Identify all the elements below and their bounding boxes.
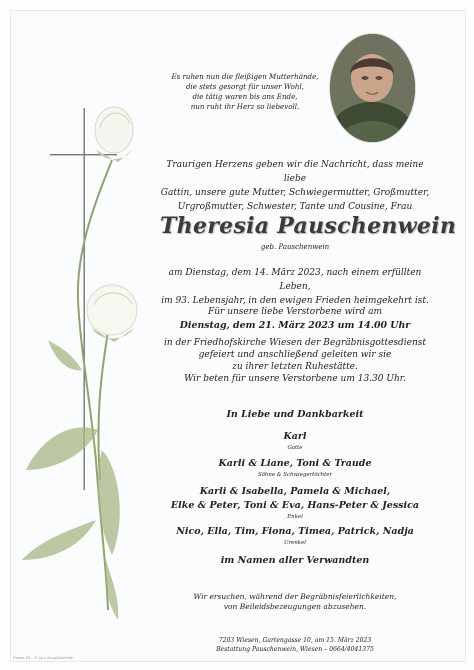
intro-line: Traurigen Herzens geben wir die Nachricht, dass meine liebe	[166, 160, 424, 184]
family-group-spouse	[160, 430, 430, 452]
stem-icon	[78, 160, 112, 610]
family-names: Karli & Isabella, Pamela & Michael,	[199, 486, 391, 497]
poem-line: die tätig waren bis ans Ende,	[192, 92, 298, 101]
rose-bottom-icon	[87, 285, 137, 342]
poem-line: die stets gesorgt für unser Wohl,	[185, 82, 305, 91]
rose-top-icon	[95, 107, 133, 162]
death-notice	[160, 266, 430, 308]
death-line: am Dienstag, dem 14. März 2023, nach einem erfüllten Leben,	[168, 268, 422, 292]
family-names: Elke & Peter, Toni & Eva, Hans-Peter & Jessica	[170, 500, 420, 511]
portrait-icon	[330, 34, 415, 142]
image-credit: Flower 83 – © by L-Script/Aenhide	[13, 656, 73, 660]
funeral-line: Wir beten für unsere Verstorbene um 13.30 Uhr.	[184, 374, 406, 384]
mourning-heading: In Liebe und Dankbarkeit	[226, 409, 364, 420]
birth-name: geb. Pauschenwein	[260, 243, 330, 251]
family-names: Nico, Ella, Tim, Fiona, Timea, Patrick, Nadja	[176, 526, 414, 537]
request-line: von Beileidsbezeugungen abzusehen.	[223, 602, 367, 611]
footer-line: Bestattung Pauschenwein, Wiesen – 0664/4041375	[216, 645, 374, 653]
funeral-line: gefeiert und anschließend geleiten wir sie	[198, 350, 392, 360]
relatives-line: im Namen aller Verwandten	[220, 555, 370, 566]
portrait-photo	[329, 33, 416, 143]
funeral-date: Dienstag, dem 21. März 2023 um 14.00 Uhr	[179, 320, 411, 331]
family-relation: Söhne & Schwiegertöchter	[257, 472, 333, 478]
family-group-great-grandchildren	[160, 525, 430, 547]
request-line: Wir ersuchen, während der Begräbnisfeierlichkeiten,	[193, 592, 397, 601]
family-names: Karl	[283, 431, 307, 442]
condolence-request	[160, 592, 430, 612]
family-group-sons	[160, 457, 430, 479]
family-names: Karli & Liane, Toni & Traude	[218, 458, 372, 469]
announcement-intro	[160, 158, 430, 214]
poem-line: Es ruhen nun die fleißigen Mutterhände,	[171, 72, 319, 81]
intro-line: Gattin, unsere gute Mutter, Schwiegermutter, Großmutter,	[160, 188, 430, 198]
poem-line: nun ruht ihr Herz so liebevoll.	[190, 102, 300, 111]
funeral-intro: Für unsere liebe Verstorbene wird am	[208, 307, 382, 317]
footer	[160, 637, 430, 654]
family-group-grandchildren	[160, 485, 430, 521]
poem	[155, 72, 335, 112]
intro-line: Urgroßmutter, Schwester, Tante und Cousine, Frau	[177, 202, 413, 212]
family-relation: Enkel	[287, 514, 303, 520]
footer-line: 7203 Wiesen, Gartengasse 10, am 15. März 2023	[218, 637, 372, 644]
family-relation: Gatte	[287, 445, 303, 451]
deceased-name: Theresia Pauschenwein	[160, 213, 457, 239]
funeral-line: in der Friedhofskirche Wiesen der Begräbnisgottesdienst	[163, 338, 427, 348]
family-relation: Urenkel	[284, 540, 306, 546]
funeral-details	[160, 337, 430, 385]
funeral-line: zu ihrer letzten Ruhestätte.	[232, 362, 358, 372]
death-line: im 93. Lebensjahr, in den ewigen Frieden heimgekehrt ist.	[161, 296, 429, 306]
